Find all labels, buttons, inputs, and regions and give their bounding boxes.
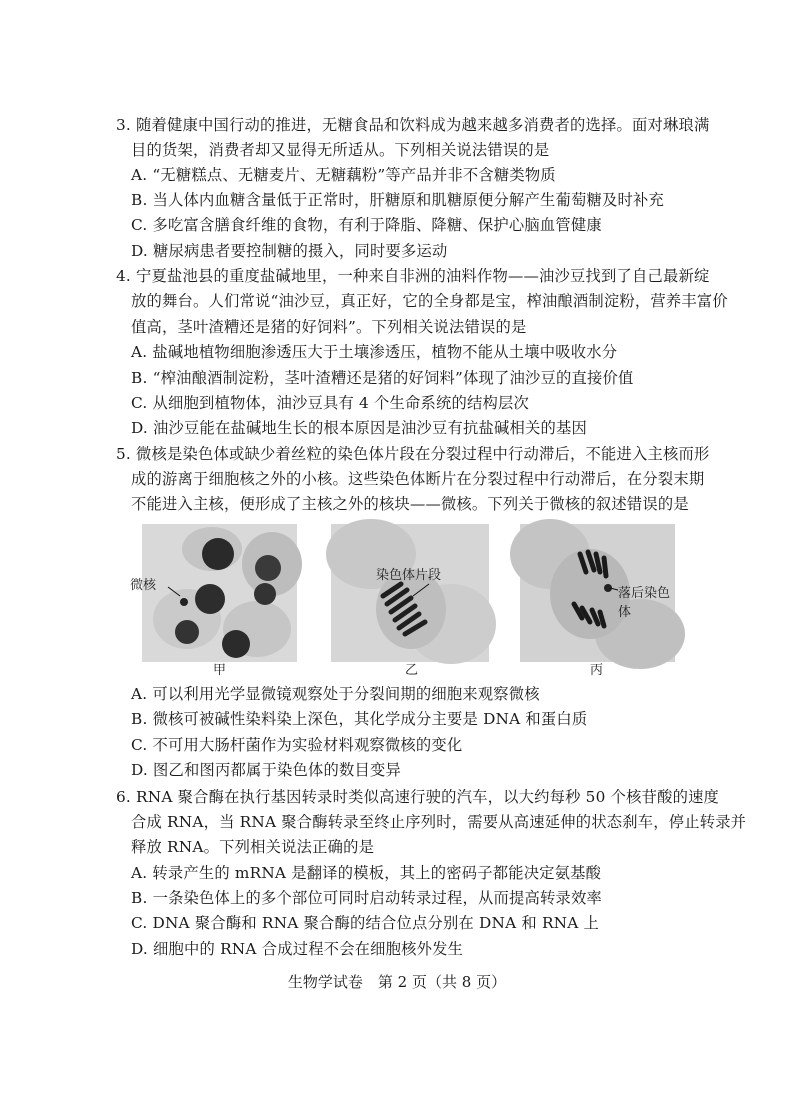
- q5-stem-line2: 成的游离于细胞核之外的小核。这些染色体断片在分裂过程中行动滞后，在分裂末期: [131, 470, 705, 488]
- q3-option-d: D. 糖尿病患者要控制糖的摄入，同时要多运动: [131, 242, 448, 260]
- figure-jia-annotation: 微核: [130, 578, 157, 593]
- q5-option-a: A. 可以利用光学显微镜观察处于分裂间期的细胞来观察微核: [131, 685, 540, 703]
- figure-yi-label: 乙: [405, 663, 419, 678]
- q6-stem-line2: 合成 RNA，当 RNA 聚合酶转录至终止序列时，需要从高速延伸的状态刹车，停止转录并: [131, 813, 747, 831]
- figure-jia-label: 甲: [213, 663, 227, 678]
- figure-jia-image: [142, 524, 297, 662]
- q3-stem-line2: 目的货架，消费者却又显得无所适从。下列相关说法错误的是: [131, 141, 550, 159]
- q5-stem-line3: 不能进入主核，便形成了主核之外的核块——微核。下列关于微核的叙述错误的是: [131, 495, 689, 513]
- q6-option-a: A. 转录产生的 mRNA 是翻译的模板，其上的密码子都能决定氨基酸: [131, 864, 602, 882]
- figure-bing-micrograph: [520, 524, 675, 662]
- figure-yi-annotation: 染色体片段: [376, 568, 442, 583]
- figure-jia-micrograph: [130, 524, 297, 662]
- q6-option-b: B. 一条染色体上的多个部位可同时启动转录过程，从而提高转录效率: [131, 889, 602, 907]
- q3-option-a: A. “无糖糕点、无糖麦片、无糖藕粉”等产品并非不含糖类物质: [131, 166, 556, 184]
- q6-stem-line3: 释放 RNA。下列相关说法正确的是: [131, 838, 375, 856]
- q5-option-c: C. 不可用大肠杆菌作为实验材料观察微核的变化: [131, 736, 463, 754]
- q4-stem-line2: 放的舞台。人们常说“油沙豆，真正好，它的全身都是宝，榨油酿酒制淀粉，营养丰富价: [131, 292, 728, 310]
- figure-bing-label: 丙: [590, 663, 604, 678]
- q5-option-d: D. 图乙和图丙都属于染色体的数目变异: [131, 761, 401, 779]
- figure-bing-annotation: 落后染色体: [618, 586, 671, 620]
- page-footer: 生物学试卷 第 2 页（共 8 页）: [287, 973, 507, 991]
- q3-option-b: B. 当人体内血糖含量低于正常时，肝糖原和肌糖原便分解产生葡萄糖及时补充: [131, 191, 664, 209]
- q6-option-d: D. 细胞中的 RNA 合成过程不会在细胞核外发生: [131, 940, 464, 958]
- q4-option-c: C. 从细胞到植物体，油沙豆具有 4 个生命系统的结构层次: [131, 394, 529, 412]
- figure-yi-micrograph: [331, 524, 489, 662]
- q5-option-b: B. 微核可被碱性染料染上深色，其化学成分主要是 DNA 和蛋白质: [131, 710, 588, 728]
- q6-stem-line1: 6. RNA 聚合酶在执行基因转录时类似高速行驶的汽车，以大约每秒 50 个核苷酸的速度: [116, 788, 720, 806]
- q4-option-d: D. 油沙豆能在盐碱地生长的根本原因是油沙豆有抗盐碱相关的基因: [131, 419, 587, 437]
- q5-stem-line1: 5. 微核是染色体或缺少着丝粒的染色体片段在分裂过程中行动滞后，不能进入主核而形: [116, 445, 710, 463]
- q4-option-a: A. 盐碱地植物细胞渗透压大于土壤渗透压，植物不能从土壤中吸收水分: [131, 343, 618, 361]
- figure-yi-image: [331, 524, 489, 662]
- q6-option-c: C. DNA 聚合酶和 RNA 聚合酶的结合位点分别在 DNA 和 RNA 上: [131, 914, 600, 932]
- q4-stem-line1: 4. 宁夏盐池县的重度盐碱地里，一种来自非洲的油料作物——油沙豆找到了自己最新绽: [116, 267, 710, 285]
- q3-option-c: C. 多吃富含膳食纤维的食物，有利于降脂、降糖、保护心脑血管健康: [131, 216, 602, 234]
- q3-stem-line1: 3. 随着健康中国行动的推进，无糖食品和饮料成为越来越多消费者的选择。面对琳琅满: [116, 116, 710, 134]
- q4-stem-line3: 值高，茎叶渣糟还是猪的好饲料”。下列相关说法错误的是: [131, 318, 527, 336]
- q4-option-b: B. “榨油酿酒制淀粉，茎叶渣糟还是猪的好饲料”体现了油沙豆的直接价值: [131, 369, 634, 387]
